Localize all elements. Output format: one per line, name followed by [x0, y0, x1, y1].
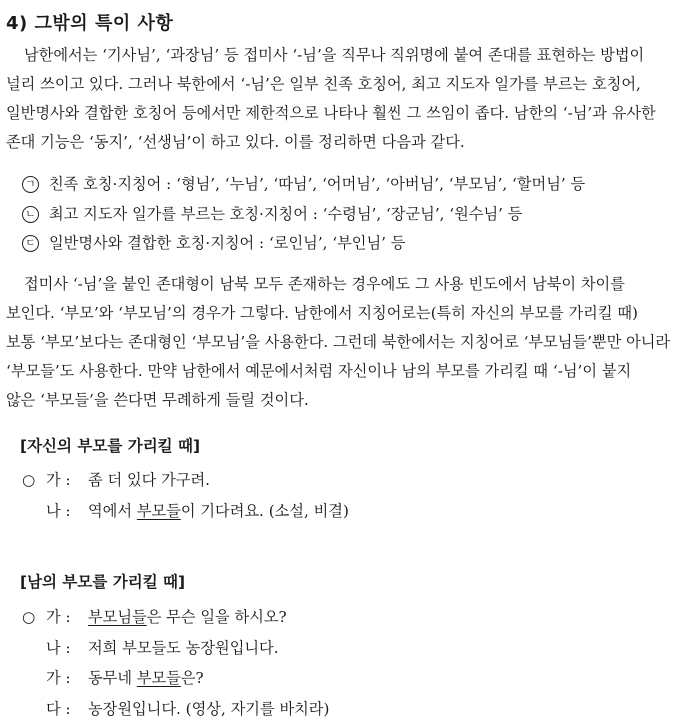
circled-marker: ㄴ — [22, 206, 39, 223]
list-item — [22, 200, 585, 230]
dialog-line — [22, 602, 329, 633]
circled-marker: ㄷ — [22, 235, 39, 252]
paragraph-line: 남한에서는 ‘기사님’, ‘과장님’ 등 접미사 ‘-님’을 직무나 직위명에 붙여 존대를 표현하는 방법이 — [24, 46, 645, 64]
speaker-label: 나 : — [46, 638, 71, 657]
example-1-dialog — [22, 465, 349, 527]
dialog-line — [22, 633, 329, 664]
speaker-label: 다 : — [46, 699, 71, 718]
dialog-text: 좀 더 있다 가구려. — [88, 471, 211, 489]
dialog-line — [22, 663, 329, 694]
underlined-term: 부모들 — [136, 669, 181, 687]
list-item-text: 친족 호칭·지칭어 : ‘형님’, ‘누님’, ‘따님’, ‘어머님’, ‘아버님’, ‘부모님’, ‘할머님’ 등 — [49, 175, 586, 193]
paragraph-line: 않은 ‘부모들’을 쓴다면 무례하게 들릴 것이다. — [6, 391, 309, 409]
example-2-dialog — [22, 602, 329, 724]
example-1-title: [자신의 부모를 가리킬 때] — [20, 437, 201, 455]
speaker-label: 나 : — [46, 502, 71, 520]
dialog-text: 부모님들은 무슨 일을 하시오? — [88, 608, 287, 626]
underlined-term: 부모들 — [136, 502, 181, 520]
paragraph-line: 보통 ‘부모’보다는 존대형인 ‘부모님’을 사용한다. 그런데 북한에서는 지칭어로 ‘부모님들’뿐만 아니라 — [6, 333, 671, 351]
dialog-text: 저희 부모들도 농장원입니다. — [88, 638, 279, 657]
dialog-text: 농장원입니다. (영상, 자기를 바치라) — [88, 699, 330, 718]
list-item-text: 최고 지도자 일가를 부르는 호칭·지칭어 : ‘수령님’, ‘장군님’, ‘원수님’ 등 — [49, 204, 523, 223]
example-2-title: [남의 부모를 가리킬 때] — [20, 573, 186, 591]
dialog-line — [22, 465, 349, 496]
section-heading: 4) 그밖의 특이 사항 — [6, 13, 174, 34]
dialog-text: 역에서 부모들이 기다려요. (소설, 비결) — [88, 502, 349, 520]
speaker-label: 가 : — [46, 608, 71, 626]
list-item-text: 일반명사와 결합한 호칭·지칭어 : ‘로인님’, ‘부인님’ 등 — [49, 234, 406, 252]
paragraph-line: 널리 쓰이고 있다. 그러나 북한에서 ‘-님’은 일부 친족 호칭어, 최고 지도자 일가를 부르는 호칭어, — [6, 75, 641, 93]
honorific-list — [22, 170, 585, 259]
circled-marker: ㄱ — [22, 176, 39, 193]
paragraph-line: ‘부모들’도 사용한다. 만약 남한에서 예문에서처럼 자신이나 남의 부모를 가리킬 때 ‘-님’이 붙지 — [6, 362, 632, 380]
bullet-icon: ○ — [22, 471, 36, 489]
paragraph-2 — [6, 270, 681, 415]
bullet-icon: ○ — [22, 608, 36, 626]
list-item — [22, 170, 585, 200]
paragraph-line: 일반명사와 결합한 호칭어 등에서만 제한적으로 나타나 훨씬 그 쓰임이 좁다. 남한의 ‘-님’과 유사한 — [6, 104, 656, 122]
dialog-text: 동무네 부모들은? — [88, 669, 204, 687]
dialog-line — [22, 496, 349, 527]
paragraph-1 — [6, 41, 681, 157]
dialog-line — [22, 694, 329, 725]
underlined-term: 부모님들 — [88, 608, 147, 626]
paragraph-line: 보인다. ‘부모’와 ‘부모님’의 경우가 그렇다. 남한에서 지칭어로는(특히 자신의 부모를 가리킬 때) — [6, 304, 638, 322]
speaker-label: 가 : — [46, 669, 71, 687]
paragraph-line: 존대 기능은 ‘동지’, ‘선생님’이 하고 있다. 이를 정리하면 다음과 같다. — [6, 133, 465, 151]
speaker-label: 가 : — [46, 471, 71, 489]
paragraph-line: 접미사 ‘-님’을 붙인 존대형이 남북 모두 존재하는 경우에도 그 사용 빈도에서 남북이 차이를 — [24, 275, 625, 293]
list-item — [22, 229, 585, 259]
